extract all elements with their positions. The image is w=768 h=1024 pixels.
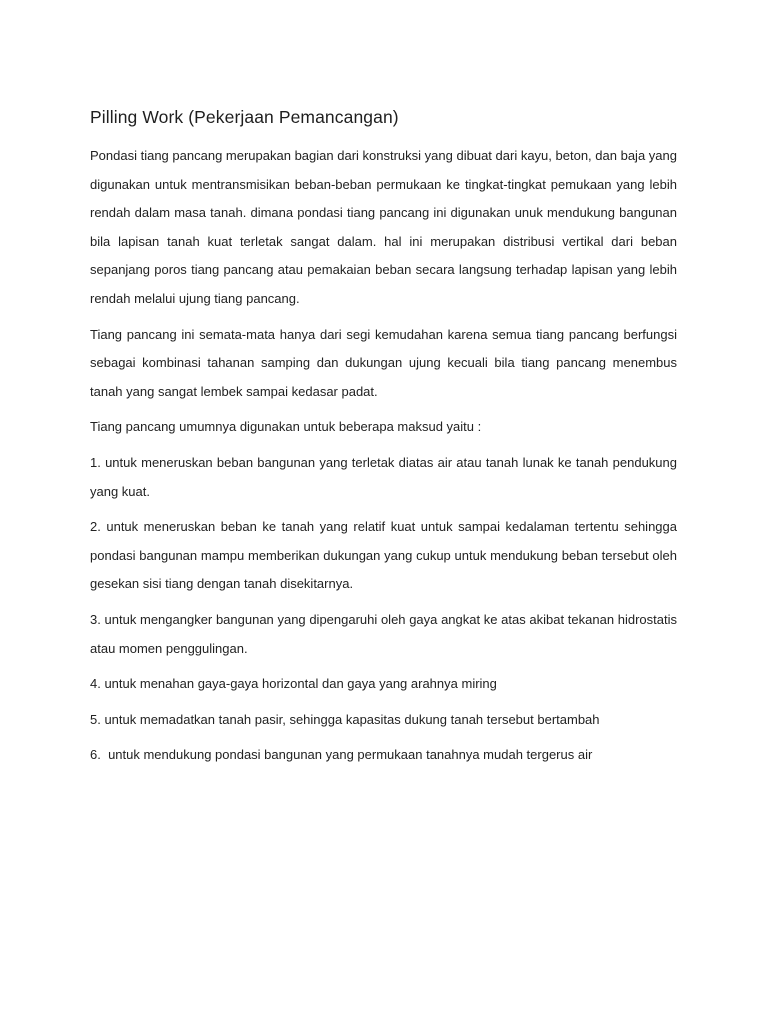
list-item-2: 2. untuk meneruskan beban ke tanah yang relatif kuat untuk sampai kedalaman tertentu sehingga pondasi bangunan mampu memberikan dukungan yang cukup untuk mendukung beban tersebut oleh gesekan sisi tiang dengan tanah disekitarnya. [90, 519, 677, 592]
paragraph-intro: Pondasi tiang pancang merupakan bagian dari konstruksi yang dibuat dari kayu, beton, dan baja yang digunakan untuk mentransmisikan beban-beban permukaan ke tingkat-tingkat pemukaan yang lebih rendah dalam masa tanah. dimana pondasi tiang pancang ini digunakan unuk mendukung bangunan bila lapisan tanah kuat terletak sangat dalam. hal ini merupakan distribusi vertikal dari beban sepanjang poros tiang pancang atau pemakaian beban secara langsung terhadap lapisan yang lebih rendah melalui ujung tiang pancang. [90, 148, 677, 306]
list-item-4: 4. untuk menahan gaya-gaya horizontal dan gaya yang arahnya miring [90, 676, 497, 692]
document-page [90, 104, 677, 777]
list-item-6: 6. untuk mendukung pondasi bangunan yang permukaan tanahnya mudah tergerus air [90, 747, 593, 763]
document-title: Pilling Work (Pekerjaan Pemancangan) [90, 107, 399, 127]
list-item-3: 3. untuk mengangker bangunan yang dipengaruhi oleh gaya angkat ke atas akibat tekanan hidrostatis atau momen penggulingan. [90, 611, 677, 656]
paragraph-function: Tiang pancang ini semata-mata hanya dari segi kemudahan karena semua tiang pancang berfungsi sebagai kombinasi tahanan samping dan dukungan ujung kecuali bila tiang pancang menembus tanah yang sangat lembek sampai kedasar padat. [90, 326, 677, 399]
list-item-5: 5. untuk memadatkan tanah pasir, sehingga kapasitas dukung tanah tersebut bertambah [90, 711, 600, 727]
list-item-1: 1. untuk meneruskan beban bangunan yang terletak diatas air atau tanah lunak ke tanah pendukung yang kuat. [90, 454, 677, 499]
paragraph-purpose-intro: Tiang pancang umumnya digunakan untuk beberapa maksud yaitu : [90, 419, 482, 435]
